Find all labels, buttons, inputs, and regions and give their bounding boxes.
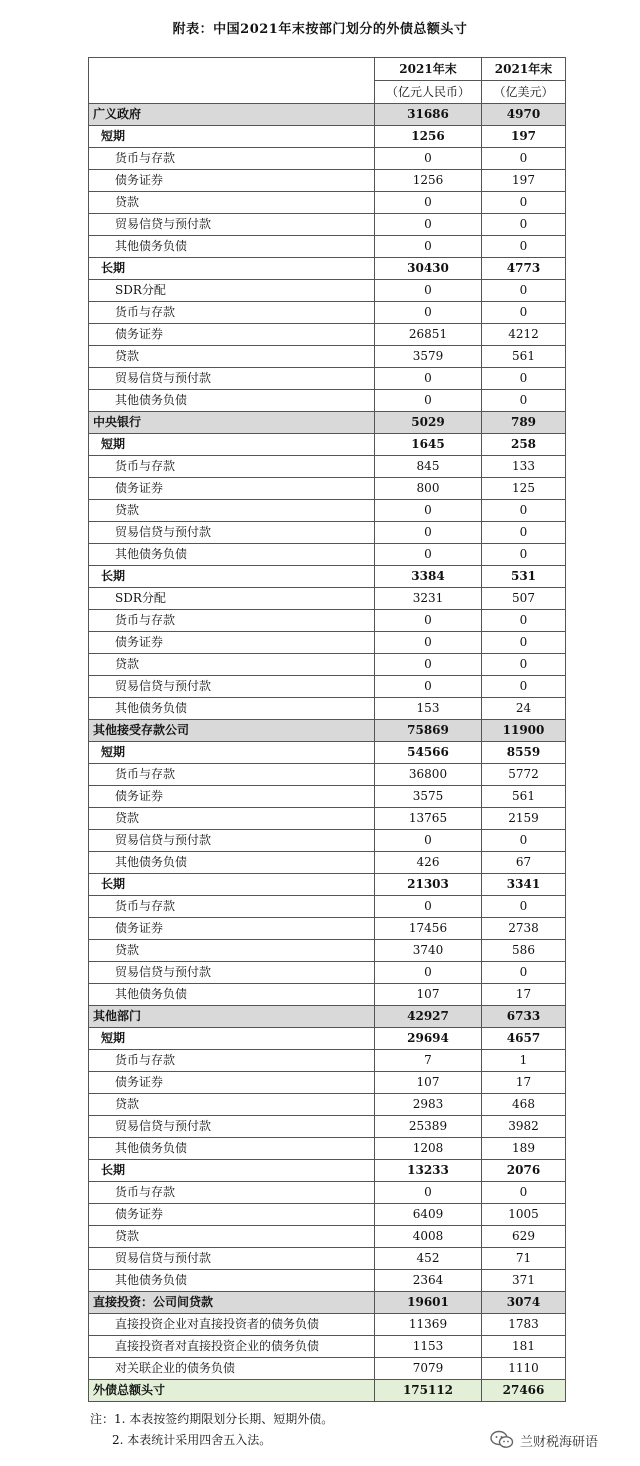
- note-1: 注：1. 本表按签约期限划分长期、短期外债。: [90, 1412, 334, 1426]
- row-usd-value: 2738: [482, 918, 566, 940]
- row-rmb-value: 17456: [375, 918, 482, 940]
- header-usd-unit: （亿美元）: [482, 81, 566, 104]
- row-rmb-value: 1645: [375, 434, 482, 456]
- row-rmb-value: 0: [375, 830, 482, 852]
- row-rmb-value: 0: [375, 544, 482, 566]
- item-row: [89, 1248, 566, 1270]
- row-usd-value: 4773: [482, 258, 566, 280]
- item-row: [89, 1138, 566, 1160]
- row-label: 贸易信贷与预付款: [89, 1116, 375, 1138]
- row-label: 货币与存款: [89, 1182, 375, 1204]
- watermark-text: 兰财税海研语: [520, 1434, 599, 1450]
- row-usd-value: 4657: [482, 1028, 566, 1050]
- row-rmb-value: 19601: [375, 1292, 482, 1314]
- term-row: [89, 566, 566, 588]
- row-usd-value: 0: [482, 214, 566, 236]
- item-row: [89, 148, 566, 170]
- row-usd-value: 133: [482, 456, 566, 478]
- row-usd-value: 0: [482, 654, 566, 676]
- item-row: [89, 786, 566, 808]
- row-label: 债务证券: [89, 324, 375, 346]
- row-rmb-value: 0: [375, 390, 482, 412]
- item-row: [89, 456, 566, 478]
- row-label: 贷款: [89, 192, 375, 214]
- row-rmb-value: 1153: [375, 1336, 482, 1358]
- item-row: [89, 500, 566, 522]
- item-row: [89, 324, 566, 346]
- row-rmb-value: 0: [375, 280, 482, 302]
- row-label: 对关联企业的债务负债: [89, 1358, 375, 1380]
- row-usd-value: 0: [482, 632, 566, 654]
- row-usd-value: 6733: [482, 1006, 566, 1028]
- item-row: [89, 214, 566, 236]
- row-label: 其他债务负债: [89, 698, 375, 720]
- row-label: 中央银行: [89, 412, 375, 434]
- item-row: [89, 610, 566, 632]
- header-usd-year: 2021年末: [482, 58, 566, 81]
- item-row: [89, 478, 566, 500]
- row-usd-value: 197: [482, 126, 566, 148]
- row-label: 贸易信贷与预付款: [89, 830, 375, 852]
- row-rmb-value: 1208: [375, 1138, 482, 1160]
- row-label: 直接投资企业对直接投资者的债务负债: [89, 1314, 375, 1336]
- row-usd-value: 5772: [482, 764, 566, 786]
- row-rmb-value: 426: [375, 852, 482, 874]
- section-row: [89, 720, 566, 742]
- row-label: 货币与存款: [89, 148, 375, 170]
- item-row: [89, 368, 566, 390]
- row-label: 贷款: [89, 1094, 375, 1116]
- row-label: 其他债务负债: [89, 390, 375, 412]
- row-rmb-value: 3579: [375, 346, 482, 368]
- row-rmb-value: 13765: [375, 808, 482, 830]
- row-rmb-value: 36800: [375, 764, 482, 786]
- item-row: [89, 1226, 566, 1248]
- row-rmb-value: 0: [375, 676, 482, 698]
- item-row: [89, 1270, 566, 1292]
- item-row: [89, 1336, 566, 1358]
- row-label: 长期: [89, 874, 375, 896]
- row-rmb-value: 7079: [375, 1358, 482, 1380]
- row-usd-value: 507: [482, 588, 566, 610]
- row-label: 货币与存款: [89, 764, 375, 786]
- row-rmb-value: 1256: [375, 126, 482, 148]
- row-usd-value: 371: [482, 1270, 566, 1292]
- row-usd-value: 3074: [482, 1292, 566, 1314]
- row-usd-value: 67: [482, 852, 566, 874]
- row-rmb-value: 107: [375, 984, 482, 1006]
- row-rmb-value: 0: [375, 192, 482, 214]
- row-rmb-value: 153: [375, 698, 482, 720]
- term-row: [89, 742, 566, 764]
- item-row: [89, 1094, 566, 1116]
- row-label: 债务证券: [89, 632, 375, 654]
- row-label: 长期: [89, 566, 375, 588]
- row-label: 债务证券: [89, 170, 375, 192]
- item-row: [89, 632, 566, 654]
- item-row: [89, 676, 566, 698]
- row-usd-value: 1783: [482, 1314, 566, 1336]
- row-label: 贷款: [89, 940, 375, 962]
- row-rmb-value: 13233: [375, 1160, 482, 1182]
- row-rmb-value: 42927: [375, 1006, 482, 1028]
- item-row: [89, 962, 566, 984]
- row-rmb-value: 452: [375, 1248, 482, 1270]
- item-row: [89, 192, 566, 214]
- row-rmb-value: 0: [375, 368, 482, 390]
- item-row: [89, 830, 566, 852]
- row-rmb-value: 0: [375, 236, 482, 258]
- row-rmb-value: 845: [375, 456, 482, 478]
- row-label: 货币与存款: [89, 302, 375, 324]
- item-row: [89, 896, 566, 918]
- row-usd-value: 189: [482, 1138, 566, 1160]
- item-row: [89, 764, 566, 786]
- row-label: 长期: [89, 258, 375, 280]
- row-usd-value: 17: [482, 1072, 566, 1094]
- row-rmb-value: 26851: [375, 324, 482, 346]
- row-label: 直接投资：公司间贷款: [89, 1292, 375, 1314]
- row-rmb-value: 0: [375, 1182, 482, 1204]
- row-usd-value: 0: [482, 302, 566, 324]
- row-label: SDR分配: [89, 280, 375, 302]
- item-row: [89, 1116, 566, 1138]
- total-row: [89, 1380, 566, 1402]
- row-rmb-value: 3231: [375, 588, 482, 610]
- term-row: [89, 1160, 566, 1182]
- row-label: 贷款: [89, 808, 375, 830]
- item-row: [89, 390, 566, 412]
- row-rmb-value: 3740: [375, 940, 482, 962]
- section-row: [89, 1292, 566, 1314]
- row-rmb-value: 2983: [375, 1094, 482, 1116]
- row-rmb-value: 2364: [375, 1270, 482, 1292]
- row-rmb-value: 29694: [375, 1028, 482, 1050]
- row-usd-value: 181: [482, 1336, 566, 1358]
- row-label: 其他债务负债: [89, 984, 375, 1006]
- row-usd-value: 0: [482, 236, 566, 258]
- item-row: [89, 1072, 566, 1094]
- row-usd-value: 3341: [482, 874, 566, 896]
- row-usd-value: 1110: [482, 1358, 566, 1380]
- row-rmb-value: 0: [375, 962, 482, 984]
- row-label: 贸易信贷与预付款: [89, 962, 375, 984]
- item-row: [89, 170, 566, 192]
- row-usd-value: 0: [482, 148, 566, 170]
- section-row: [89, 412, 566, 434]
- row-label: 贸易信贷与预付款: [89, 368, 375, 390]
- row-rmb-value: 0: [375, 632, 482, 654]
- row-usd-value: 0: [482, 500, 566, 522]
- item-row: [89, 588, 566, 610]
- row-usd-value: 0: [482, 676, 566, 698]
- row-rmb-value: 3384: [375, 566, 482, 588]
- item-row: [89, 1050, 566, 1072]
- header-rmb-year: 2021年末: [375, 58, 482, 81]
- row-rmb-value: 0: [375, 302, 482, 324]
- row-label: 贷款: [89, 654, 375, 676]
- watermark: [490, 1430, 598, 1450]
- row-label: 其他债务负债: [89, 1270, 375, 1292]
- item-row: [89, 1182, 566, 1204]
- row-usd-value: 17: [482, 984, 566, 1006]
- row-usd-value: 1005: [482, 1204, 566, 1226]
- row-usd-value: 2076: [482, 1160, 566, 1182]
- row-usd-value: 71: [482, 1248, 566, 1270]
- row-usd-value: 468: [482, 1094, 566, 1116]
- row-label: 贸易信贷与预付款: [89, 676, 375, 698]
- row-usd-value: 0: [482, 368, 566, 390]
- row-usd-value: 0: [482, 280, 566, 302]
- row-usd-value: 0: [482, 610, 566, 632]
- row-label: 贷款: [89, 500, 375, 522]
- item-row: [89, 236, 566, 258]
- row-label: 其他债务负债: [89, 236, 375, 258]
- note-2: 2. 本表统计采用四舍五入法。: [112, 1433, 272, 1447]
- row-usd-value: 0: [482, 390, 566, 412]
- row-usd-value: 0: [482, 896, 566, 918]
- term-row: [89, 874, 566, 896]
- row-rmb-value: 11369: [375, 1314, 482, 1336]
- row-usd-value: 125: [482, 478, 566, 500]
- row-label: 其他债务负债: [89, 1138, 375, 1160]
- row-rmb-value: 6409: [375, 1204, 482, 1226]
- row-rmb-value: 0: [375, 148, 482, 170]
- row-rmb-value: 0: [375, 214, 482, 236]
- row-usd-value: 4970: [482, 104, 566, 126]
- row-usd-value: 561: [482, 786, 566, 808]
- row-label: 其他部门: [89, 1006, 375, 1028]
- row-rmb-value: 0: [375, 654, 482, 676]
- header-blank-cell: [89, 58, 375, 104]
- row-label: 债务证券: [89, 478, 375, 500]
- row-usd-value: 586: [482, 940, 566, 962]
- row-rmb-value: 31686: [375, 104, 482, 126]
- row-usd-value: 2159: [482, 808, 566, 830]
- row-usd-value: 789: [482, 412, 566, 434]
- row-label: SDR分配: [89, 588, 375, 610]
- row-usd-value: 24: [482, 698, 566, 720]
- row-label: 贷款: [89, 1226, 375, 1248]
- row-label: 货币与存款: [89, 456, 375, 478]
- item-row: [89, 544, 566, 566]
- row-rmb-value: 0: [375, 500, 482, 522]
- row-label: 贸易信贷与预付款: [89, 214, 375, 236]
- item-row: [89, 346, 566, 368]
- row-usd-value: 0: [482, 192, 566, 214]
- table-title: 附表：中国2021年末按部门划分的外债总额头寸: [172, 22, 468, 37]
- section-row: [89, 104, 566, 126]
- item-row: [89, 1358, 566, 1380]
- row-rmb-value: 30430: [375, 258, 482, 280]
- row-usd-value: 561: [482, 346, 566, 368]
- row-label: 短期: [89, 1028, 375, 1050]
- item-row: [89, 984, 566, 1006]
- table-body: [89, 104, 566, 1380]
- row-rmb-value: 54566: [375, 742, 482, 764]
- total-usd: 27466: [482, 1380, 566, 1402]
- row-label: 短期: [89, 742, 375, 764]
- row-rmb-value: 0: [375, 610, 482, 632]
- row-label: 其他接受存款公司: [89, 720, 375, 742]
- row-usd-value: 4212: [482, 324, 566, 346]
- row-usd-value: 3982: [482, 1116, 566, 1138]
- item-row: [89, 302, 566, 324]
- row-usd-value: 531: [482, 566, 566, 588]
- row-usd-value: 197: [482, 170, 566, 192]
- row-label: 广义政府: [89, 104, 375, 126]
- row-rmb-value: 800: [375, 478, 482, 500]
- row-label: 债务证券: [89, 1204, 375, 1226]
- row-usd-value: 0: [482, 830, 566, 852]
- item-row: [89, 1204, 566, 1226]
- row-usd-value: 0: [482, 1182, 566, 1204]
- term-row: [89, 434, 566, 456]
- item-row: [89, 654, 566, 676]
- row-usd-value: 1: [482, 1050, 566, 1072]
- row-label: 其他债务负债: [89, 852, 375, 874]
- row-rmb-value: 0: [375, 896, 482, 918]
- table-notes: [90, 1409, 333, 1451]
- row-usd-value: 0: [482, 962, 566, 984]
- row-rmb-value: 21303: [375, 874, 482, 896]
- row-label: 债务证券: [89, 1072, 375, 1094]
- row-rmb-value: 7: [375, 1050, 482, 1072]
- row-rmb-value: 107: [375, 1072, 482, 1094]
- row-label: 短期: [89, 434, 375, 456]
- row-label: 贸易信贷与预付款: [89, 1248, 375, 1270]
- row-rmb-value: 0: [375, 522, 482, 544]
- row-label: 货币与存款: [89, 896, 375, 918]
- external-debt-table: [88, 57, 566, 1402]
- item-row: [89, 1314, 566, 1336]
- total-label: 外债总额头寸: [89, 1380, 375, 1402]
- item-row: [89, 698, 566, 720]
- row-label: 直接投资者对直接投资企业的债务负债: [89, 1336, 375, 1358]
- total-rmb: 175112: [375, 1380, 482, 1402]
- item-row: [89, 280, 566, 302]
- header-rmb-unit: （亿元人民币）: [375, 81, 482, 104]
- row-usd-value: 8559: [482, 742, 566, 764]
- row-usd-value: 0: [482, 522, 566, 544]
- row-label: 长期: [89, 1160, 375, 1182]
- section-row: [89, 1006, 566, 1028]
- row-rmb-value: 75869: [375, 720, 482, 742]
- item-row: [89, 808, 566, 830]
- row-label: 货币与存款: [89, 610, 375, 632]
- term-row: [89, 126, 566, 148]
- term-row: [89, 258, 566, 280]
- item-row: [89, 940, 566, 962]
- row-rmb-value: 5029: [375, 412, 482, 434]
- row-usd-value: 258: [482, 434, 566, 456]
- wechat-icon: [490, 1430, 514, 1450]
- item-row: [89, 852, 566, 874]
- row-rmb-value: 4008: [375, 1226, 482, 1248]
- row-label: 其他债务负债: [89, 544, 375, 566]
- row-label: 债务证券: [89, 918, 375, 940]
- term-row: [89, 1028, 566, 1050]
- row-rmb-value: 25389: [375, 1116, 482, 1138]
- row-rmb-value: 3575: [375, 786, 482, 808]
- row-usd-value: 0: [482, 544, 566, 566]
- row-usd-value: 629: [482, 1226, 566, 1248]
- row-label: 贸易信贷与预付款: [89, 522, 375, 544]
- row-rmb-value: 1256: [375, 170, 482, 192]
- row-label: 债务证券: [89, 786, 375, 808]
- item-row: [89, 522, 566, 544]
- row-usd-value: 11900: [482, 720, 566, 742]
- row-label: 短期: [89, 126, 375, 148]
- item-row: [89, 918, 566, 940]
- row-label: 贷款: [89, 346, 375, 368]
- row-label: 货币与存款: [89, 1050, 375, 1072]
